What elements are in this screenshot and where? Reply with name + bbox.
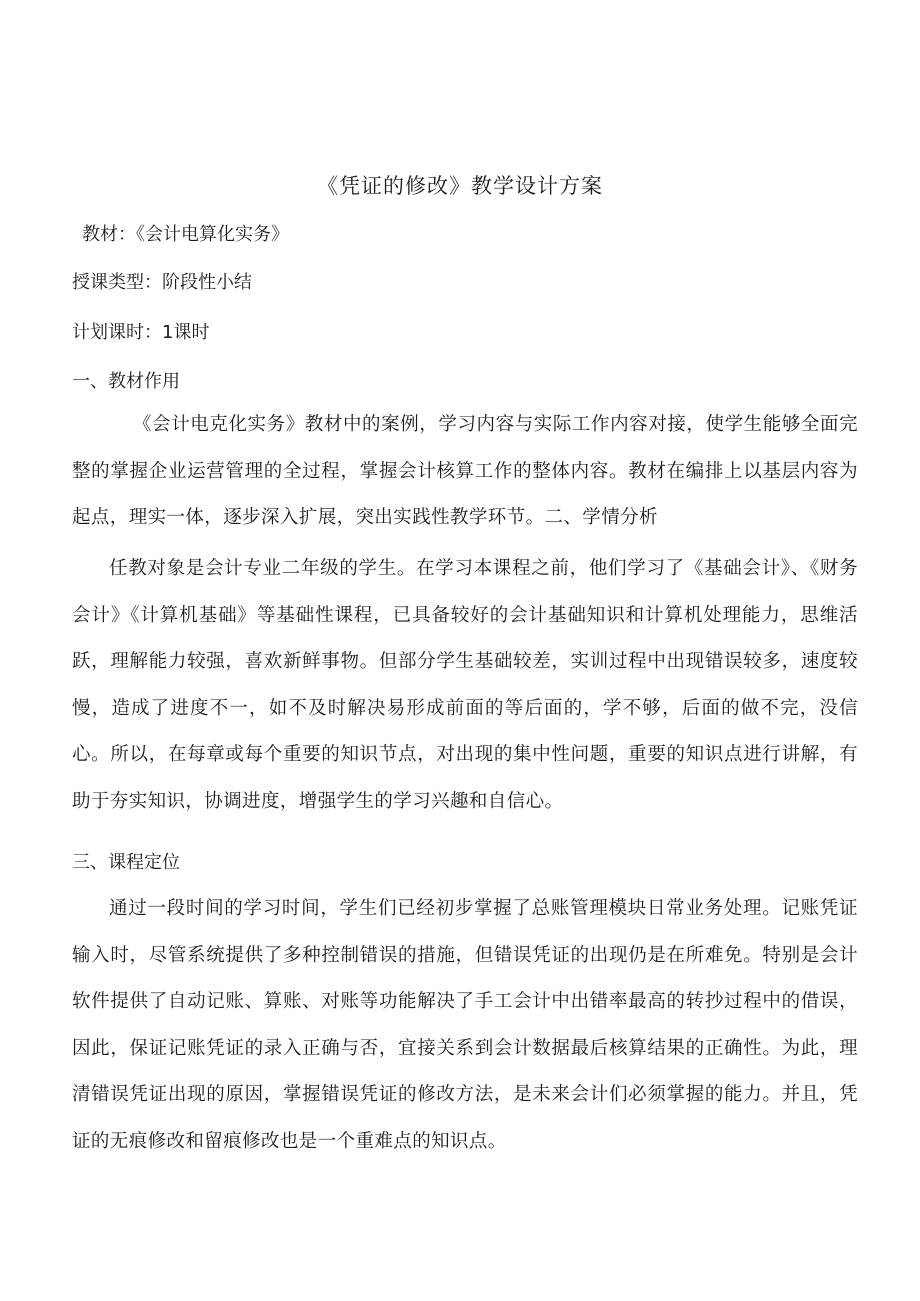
section1-paragraph: 《会计电克化实务》教材中的案例，学习内容与实际工作内容对接，使学生能够全面完整的掌握企业运营管理的全过程，掌握会计核算工作的整体内容。教材在编排上以基层内容为起点，理实一体，逐步深入扩展，突出实践性教学环节。二、学情分析 xyxy=(72,414,858,528)
textbook-line: 教材：《会计电算化实务》 xyxy=(82,224,289,245)
section1-heading: 一、教材作用 xyxy=(72,371,180,392)
lesson-type-line: 授课类型：阶段性小结 xyxy=(72,272,252,293)
section3-heading: 三、课程定位 xyxy=(72,852,180,873)
document-title: 《凭证的修改》教学设计方案 xyxy=(317,174,603,198)
section2-paragraph: 任教对象是会计专业二年级的学生。在学习本课程之前，他们学习了《基础会计》、《财务会计》《计算机基础》等基础性课程，已具备较好的会计基础知识和计算机处理能力，思维活跃，理解能力较强，喜欢新鲜事物。但部分学生基础较差，实训过程中出现错误较多，速度较慢，造成了进度不一，如不及时解决易形成前面的等后面的，学不够，后面的做不完，没信心。所以，在每章或每个重要的知识节点，对出现的集中性问题，重要的知识点进行讲解，有助于夯实知识，协调进度，增强学生的学习兴趣和自信心。 xyxy=(72,558,858,812)
hours-line: 计划课时：1课时 xyxy=(72,322,210,343)
section3-paragraph: 通过一段时间的学习时间，学生们已经初步掌握了总账管理模块日常业务处理。记账凭证输入时，尽管系统提供了多种控制错误的措施，但错误凭证的出现仍是在所难免。特别是会计软件提供了自动记账、算账、对账等功能解决了手工会计中出错率最高的转抄过程中的借误，因此，保证记账凭证的录入正确与否，宜接关系到会计数据最后核算结果的正确性。为此，理清错误凭证出现的原因，掌握错误凭证的修改方法，是未来会计们必须掌握的能力。并且，凭证的无痕修改和留痕修改也是一个重难点的知识点。 xyxy=(72,898,858,1152)
